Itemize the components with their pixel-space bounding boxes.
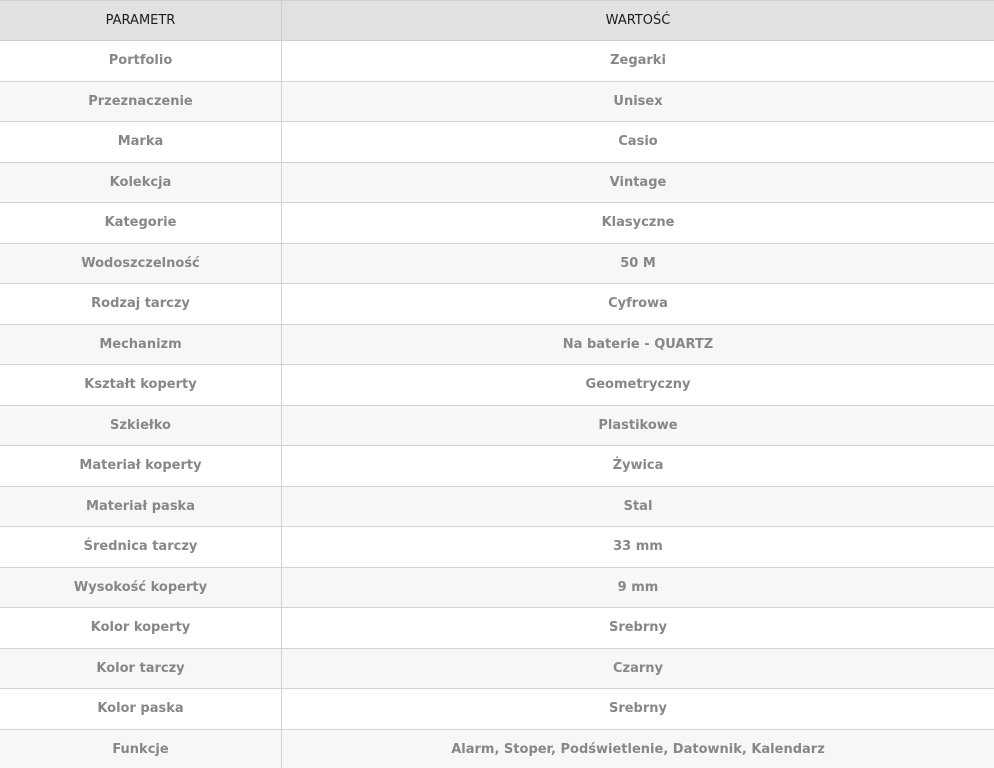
table-row (0, 324, 994, 365)
table-row (0, 486, 994, 527)
value-cell: Unisex (282, 81, 994, 122)
value-cell: Zegarki (282, 41, 994, 82)
table-body (0, 41, 994, 768)
value-cell: Plastikowe (282, 405, 994, 446)
table-row (0, 203, 994, 244)
parameter-cell: Marka (0, 122, 282, 163)
parameter-cell: Kolor paska (0, 689, 282, 730)
value-cell: Vintage (282, 162, 994, 203)
table-row (0, 162, 994, 203)
parameter-cell: Mechanizm (0, 324, 282, 365)
value-cell: 9 mm (282, 567, 994, 608)
table-row (0, 41, 994, 82)
parameter-cell: Kategorie (0, 203, 282, 244)
table-row (0, 527, 994, 568)
value-cell: Geometryczny (282, 365, 994, 406)
parameter-cell: Kolor tarczy (0, 648, 282, 689)
value-cell: Klasyczne (282, 203, 994, 244)
table-row (0, 365, 994, 406)
table-row (0, 689, 994, 730)
table-row (0, 81, 994, 122)
value-cell: Stal (282, 486, 994, 527)
parameter-cell: Materiał paska (0, 486, 282, 527)
parameter-cell: Materiał koperty (0, 446, 282, 487)
value-cell: Czarny (282, 648, 994, 689)
table-row (0, 405, 994, 446)
value-cell: Srebrny (282, 608, 994, 649)
table-row (0, 608, 994, 649)
table-row (0, 567, 994, 608)
table-row (0, 243, 994, 284)
table-row (0, 648, 994, 689)
parameter-cell: Rodzaj tarczy (0, 284, 282, 325)
header-value: WARTOŚĆ (282, 1, 994, 41)
table-header (0, 1, 994, 41)
table-row (0, 729, 994, 768)
table-row (0, 122, 994, 163)
parameter-cell: Wysokość koperty (0, 567, 282, 608)
parameter-cell: Kształt koperty (0, 365, 282, 406)
header-parameter: PARAMETR (0, 1, 282, 41)
parameter-cell: Kolekcja (0, 162, 282, 203)
table-row (0, 446, 994, 487)
parameter-cell: Średnica tarczy (0, 527, 282, 568)
value-cell: Srebrny (282, 689, 994, 730)
parameter-cell: Szkiełko (0, 405, 282, 446)
parameter-cell: Portfolio (0, 41, 282, 82)
value-cell: Na baterie - QUARTZ (282, 324, 994, 365)
parameter-cell: Funkcje (0, 729, 282, 768)
parameter-cell: Kolor koperty (0, 608, 282, 649)
header-row (0, 1, 994, 41)
value-cell: Alarm, Stoper, Podświetlenie, Datownik, Kalendarz (282, 729, 994, 768)
value-cell: 50 M (282, 243, 994, 284)
value-cell: 33 mm (282, 527, 994, 568)
table-row (0, 284, 994, 325)
value-cell: Casio (282, 122, 994, 163)
value-cell: Cyfrowa (282, 284, 994, 325)
parameter-cell: Wodoszczelność (0, 243, 282, 284)
value-cell: Żywica (282, 446, 994, 487)
parameter-cell: Przeznaczenie (0, 81, 282, 122)
